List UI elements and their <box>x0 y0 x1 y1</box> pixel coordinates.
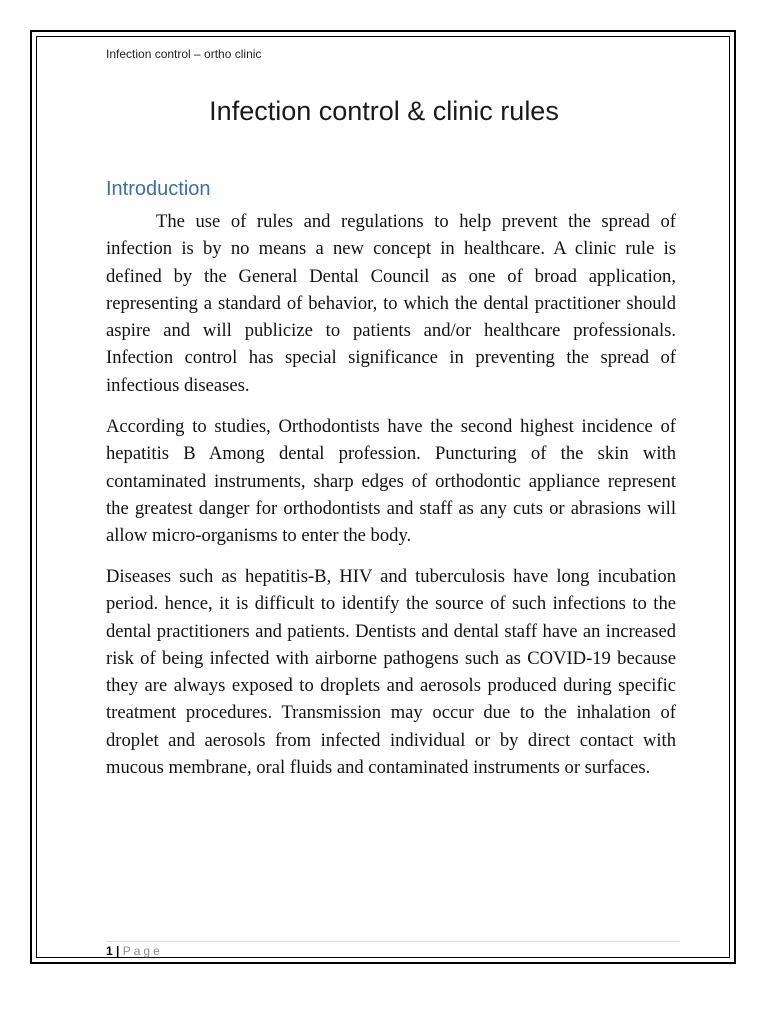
footer-separator: | <box>116 944 120 958</box>
footer-divider <box>106 941 680 942</box>
document-title: Infection control & clinic rules <box>209 96 559 126</box>
paragraph-2: According to studies, Orthodontists have the second highest incidence of hepatitis B Among dental profession. Puncturing of the skin with contaminated instruments, sharp edges of orthodontic appliance represent the greatest danger for orthodontists and staff as any cuts or abrasions will allow micro-organisms to enter the body. <box>106 416 676 547</box>
running-header: Infection control – ortho clinic <box>106 47 262 61</box>
page-number: 1 <box>106 944 113 958</box>
page-footer <box>106 944 163 958</box>
page-label: Page <box>122 944 163 958</box>
paragraph-3: Diseases such as hepatitis-B, HIV and tuberculosis have long incubation period. hence, it is difficult to identify the source of such infections to the dental practitioners and patients. Dentists and dental staff have an increased risk of being infected with airborne pathogens such as COVID-19 because they are always exposed to droplets and aerosols produced during specific treatment procedures. Transmission may occur due to the inhalation of droplet and aerosols from infected individual or by direct contact with mucous membrane, oral fluids and contaminated instruments or surfaces. <box>106 566 676 779</box>
section-heading-introduction: Introduction <box>106 178 211 200</box>
paragraph-1: The use of rules and regulations to help prevent the spread of infection is by no means a new concept in healthcare. A clinic rule is defined by the General Dental Council as one of broad application, representing a standard of behavior, to which the dental practitioner should aspire and will publicize to patients and/or healthcare professionals. Infection control has special significance in preventing the spread of infectious diseases. <box>106 211 676 396</box>
